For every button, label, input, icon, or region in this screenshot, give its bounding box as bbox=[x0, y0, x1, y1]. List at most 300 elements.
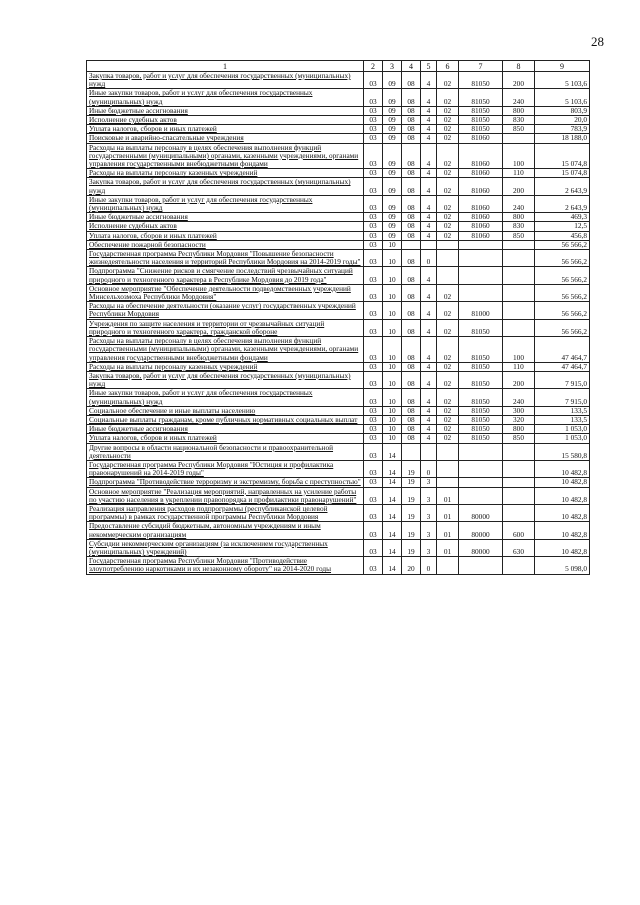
row-name-cell: Предоставление субсидий бюджетным, автономным учреждениям и иным некоммерческим организациям bbox=[87, 522, 364, 539]
expense-type-code-cell: 240 bbox=[503, 195, 535, 212]
subprogram-code-cell: 3 bbox=[421, 522, 437, 539]
program-code-cell: 08 bbox=[402, 125, 421, 134]
subprogram-code-cell bbox=[421, 443, 437, 460]
row-name-cell: Закупка товаров, работ и услуг для обеспечения государственных (муниципальных) нужд bbox=[87, 178, 364, 195]
subsection-code-cell: 09 bbox=[383, 178, 402, 195]
direction-code-cell bbox=[459, 267, 503, 284]
amount-cell: 469,3 bbox=[535, 213, 590, 222]
amount-cell: 15 074,8 bbox=[535, 169, 590, 178]
subsection-code-cell: 14 bbox=[383, 522, 402, 539]
column-header-4: 4 bbox=[402, 61, 421, 72]
subsection-code-cell: 09 bbox=[383, 222, 402, 231]
expense-type-code-cell: 800 bbox=[503, 106, 535, 115]
subsection-code-cell: 14 bbox=[383, 487, 402, 504]
direction-code-cell bbox=[459, 478, 503, 487]
row-name-cell: Расходы на выплаты персоналу казенных учреждений bbox=[87, 169, 364, 178]
section-code-cell: 03 bbox=[364, 415, 383, 424]
section-code-cell: 03 bbox=[364, 222, 383, 231]
direction-code-cell bbox=[459, 557, 503, 574]
program-code-cell: 08 bbox=[402, 195, 421, 212]
amount-cell: 56 566,2 bbox=[535, 319, 590, 336]
activity-code-cell: 02 bbox=[437, 143, 459, 169]
direction-code-cell: 81050 bbox=[459, 406, 503, 415]
section-code-cell: 03 bbox=[364, 443, 383, 460]
subsection-code-cell: 09 bbox=[383, 231, 402, 240]
activity-code-cell: 02 bbox=[437, 195, 459, 212]
amount-cell: 2 643,9 bbox=[535, 195, 590, 212]
table-row bbox=[87, 169, 590, 178]
program-code-cell: 08 bbox=[402, 337, 421, 363]
expense-type-code-cell: 240 bbox=[503, 389, 535, 406]
amount-cell: 133,5 bbox=[535, 406, 590, 415]
amount-cell: 456,8 bbox=[535, 231, 590, 240]
activity-code-cell bbox=[437, 460, 459, 477]
expense-type-code-cell: 630 bbox=[503, 539, 535, 556]
amount-cell: 5 098,0 bbox=[535, 557, 590, 574]
subsection-code-cell: 09 bbox=[383, 125, 402, 134]
table-header-row bbox=[87, 61, 590, 72]
amount-cell: 783,9 bbox=[535, 125, 590, 134]
expense-type-code-cell: 800 bbox=[503, 213, 535, 222]
activity-code-cell: 02 bbox=[437, 231, 459, 240]
table-body bbox=[87, 72, 590, 575]
program-code-cell: 08 bbox=[402, 425, 421, 434]
amount-cell: 133,5 bbox=[535, 415, 590, 424]
section-code-cell: 03 bbox=[364, 213, 383, 222]
direction-code-cell: 81050 bbox=[459, 434, 503, 443]
section-code-cell: 03 bbox=[364, 231, 383, 240]
direction-code-cell: 81050 bbox=[459, 89, 503, 106]
expense-type-code-cell bbox=[503, 460, 535, 477]
section-code-cell: 03 bbox=[364, 504, 383, 521]
direction-code-cell: 81050 bbox=[459, 415, 503, 424]
subprogram-code-cell: 4 bbox=[421, 319, 437, 336]
expense-type-code-cell: 600 bbox=[503, 522, 535, 539]
program-code-cell: 08 bbox=[402, 106, 421, 115]
activity-code-cell: 02 bbox=[437, 284, 459, 301]
subprogram-code-cell: 0 bbox=[421, 460, 437, 477]
row-name-cell: Иные закупки товаров, работ и услуг для обеспечения государственных (муниципальных) нужд bbox=[87, 89, 364, 106]
direction-code-cell bbox=[459, 284, 503, 301]
direction-code-cell: 81050 bbox=[459, 337, 503, 363]
direction-code-cell: 81060 bbox=[459, 169, 503, 178]
expense-type-code-cell: 200 bbox=[503, 371, 535, 388]
program-code-cell: 08 bbox=[402, 267, 421, 284]
table-row bbox=[87, 478, 590, 487]
expense-type-code-cell: 830 bbox=[503, 222, 535, 231]
section-code-cell: 03 bbox=[364, 178, 383, 195]
expense-type-code-cell: 830 bbox=[503, 116, 535, 125]
program-code-cell: 19 bbox=[402, 539, 421, 556]
table-row bbox=[87, 250, 590, 267]
subsection-code-cell: 10 bbox=[383, 371, 402, 388]
subprogram-code-cell: 4 bbox=[421, 89, 437, 106]
section-code-cell: 03 bbox=[364, 267, 383, 284]
subsection-code-cell: 09 bbox=[383, 89, 402, 106]
table-row bbox=[87, 89, 590, 106]
table-row bbox=[87, 72, 590, 89]
row-name-cell: Иные бюджетные ассигнования bbox=[87, 425, 364, 434]
subprogram-code-cell: 4 bbox=[421, 406, 437, 415]
subsection-code-cell: 10 bbox=[383, 362, 402, 371]
expense-type-code-cell bbox=[503, 284, 535, 301]
expense-type-code-cell bbox=[503, 240, 535, 249]
direction-code-cell: 81060 bbox=[459, 134, 503, 143]
subsection-code-cell: 14 bbox=[383, 478, 402, 487]
subsection-code-cell: 10 bbox=[383, 319, 402, 336]
activity-code-cell: 02 bbox=[437, 406, 459, 415]
amount-cell: 7 915,0 bbox=[535, 371, 590, 388]
expense-type-code-cell: 850 bbox=[503, 231, 535, 240]
program-code-cell: 08 bbox=[402, 362, 421, 371]
program-code-cell: 08 bbox=[402, 389, 421, 406]
section-code-cell: 03 bbox=[364, 487, 383, 504]
expense-type-code-cell: 850 bbox=[503, 434, 535, 443]
subsection-code-cell: 10 bbox=[383, 406, 402, 415]
activity-code-cell: 02 bbox=[437, 89, 459, 106]
direction-code-cell bbox=[459, 443, 503, 460]
subprogram-code-cell: 4 bbox=[421, 337, 437, 363]
row-name-cell: Учреждения по защите населения и территории от чрезвычайных ситуаций природного и техногенного характера, гражданской обороне bbox=[87, 319, 364, 336]
section-code-cell: 03 bbox=[364, 143, 383, 169]
section-code-cell: 03 bbox=[364, 362, 383, 371]
table-row bbox=[87, 425, 590, 434]
activity-code-cell bbox=[437, 443, 459, 460]
row-name-cell: Закупка товаров, работ и услуг для обеспечения государственных (муниципальных) нужд bbox=[87, 72, 364, 89]
subsection-code-cell: 09 bbox=[383, 143, 402, 169]
direction-code-cell: 80000 bbox=[459, 504, 503, 521]
table-row bbox=[87, 504, 590, 521]
table-row bbox=[87, 116, 590, 125]
subprogram-code-cell: 4 bbox=[421, 371, 437, 388]
section-code-cell: 03 bbox=[364, 169, 383, 178]
activity-code-cell: 02 bbox=[437, 125, 459, 134]
activity-code-cell bbox=[437, 240, 459, 249]
subsection-code-cell: 14 bbox=[383, 557, 402, 574]
program-code-cell: 08 bbox=[402, 134, 421, 143]
direction-code-cell bbox=[459, 487, 503, 504]
subsection-code-cell: 14 bbox=[383, 443, 402, 460]
amount-cell: 10 482,8 bbox=[535, 504, 590, 521]
section-code-cell: 03 bbox=[364, 72, 383, 89]
page-number: 28 bbox=[591, 34, 604, 49]
direction-code-cell: 81060 bbox=[459, 222, 503, 231]
section-code-cell: 03 bbox=[364, 460, 383, 477]
direction-code-cell: 81050 bbox=[459, 362, 503, 371]
section-code-cell: 03 bbox=[364, 478, 383, 487]
activity-code-cell: 02 bbox=[437, 302, 459, 319]
table-row bbox=[87, 443, 590, 460]
expense-type-code-cell bbox=[503, 478, 535, 487]
amount-cell: 56 566,2 bbox=[535, 267, 590, 284]
subprogram-code-cell: 4 bbox=[421, 195, 437, 212]
activity-code-cell: 02 bbox=[437, 116, 459, 125]
activity-code-cell: 02 bbox=[437, 362, 459, 371]
subsection-code-cell: 10 bbox=[383, 389, 402, 406]
program-code-cell: 08 bbox=[402, 116, 421, 125]
direction-code-cell: 81060 bbox=[459, 178, 503, 195]
program-code-cell: 08 bbox=[402, 434, 421, 443]
table-row bbox=[87, 460, 590, 477]
program-code-cell: 08 bbox=[402, 231, 421, 240]
amount-cell: 56 566,2 bbox=[535, 240, 590, 249]
table-row bbox=[87, 337, 590, 363]
subsection-code-cell: 09 bbox=[383, 72, 402, 89]
row-name-cell: Основное мероприятие "Реализация мероприятий, направленных на усиление работы по участию населения в укреплении правопорядка и профилактики правонарушений" bbox=[87, 487, 364, 504]
subprogram-code-cell: 4 bbox=[421, 425, 437, 434]
section-code-cell: 03 bbox=[364, 250, 383, 267]
row-name-cell: Закупка товаров, работ и услуг для обеспечения государственных (муниципальных) нужд bbox=[87, 371, 364, 388]
expense-type-code-cell: 100 bbox=[503, 143, 535, 169]
expense-type-code-cell bbox=[503, 504, 535, 521]
direction-code-cell: 80000 bbox=[459, 539, 503, 556]
table-row bbox=[87, 406, 590, 415]
direction-code-cell: 81060 bbox=[459, 213, 503, 222]
subsection-code-cell: 09 bbox=[383, 169, 402, 178]
row-name-cell: Социальные выплаты гражданам, кроме публичных нормативных социальных выплат bbox=[87, 415, 364, 424]
section-code-cell: 03 bbox=[364, 89, 383, 106]
expense-type-code-cell: 110 bbox=[503, 362, 535, 371]
program-code-cell: 19 bbox=[402, 478, 421, 487]
activity-code-cell bbox=[437, 557, 459, 574]
row-name-cell: Исполнение судебных актов bbox=[87, 222, 364, 231]
program-code-cell: 19 bbox=[402, 460, 421, 477]
section-code-cell: 03 bbox=[364, 302, 383, 319]
subprogram-code-cell: 4 bbox=[421, 125, 437, 134]
column-header-6: 6 bbox=[437, 61, 459, 72]
amount-cell: 20,0 bbox=[535, 116, 590, 125]
amount-cell: 15 580,8 bbox=[535, 443, 590, 460]
direction-code-cell: 80000 bbox=[459, 522, 503, 539]
section-code-cell: 03 bbox=[364, 425, 383, 434]
subsection-code-cell: 10 bbox=[383, 302, 402, 319]
section-code-cell: 03 bbox=[364, 337, 383, 363]
section-code-cell: 03 bbox=[364, 522, 383, 539]
program-code-cell: 20 bbox=[402, 557, 421, 574]
expense-type-code-cell: 200 bbox=[503, 72, 535, 89]
table-row bbox=[87, 267, 590, 284]
amount-cell: 10 482,8 bbox=[535, 460, 590, 477]
section-code-cell: 03 bbox=[364, 539, 383, 556]
amount-cell: 2 643,9 bbox=[535, 178, 590, 195]
expense-type-code-cell: 300 bbox=[503, 406, 535, 415]
column-header-9: 9 bbox=[535, 61, 590, 72]
subprogram-code-cell: 4 bbox=[421, 213, 437, 222]
direction-code-cell: 81050 bbox=[459, 319, 503, 336]
table-row bbox=[87, 522, 590, 539]
amount-cell: 10 482,8 bbox=[535, 487, 590, 504]
subprogram-code-cell: 4 bbox=[421, 434, 437, 443]
program-code-cell: 08 bbox=[402, 250, 421, 267]
program-code-cell: 19 bbox=[402, 522, 421, 539]
column-header-7: 7 bbox=[459, 61, 503, 72]
section-code-cell: 03 bbox=[364, 389, 383, 406]
expense-type-code-cell bbox=[503, 443, 535, 460]
amount-cell: 47 464,7 bbox=[535, 362, 590, 371]
table-row bbox=[87, 389, 590, 406]
program-code-cell: 19 bbox=[402, 504, 421, 521]
column-header-2: 2 bbox=[364, 61, 383, 72]
subsection-code-cell: 09 bbox=[383, 106, 402, 115]
activity-code-cell bbox=[437, 478, 459, 487]
row-name-cell: Уплата налогов, сборов и иных платежей bbox=[87, 434, 364, 443]
section-code-cell: 03 bbox=[364, 406, 383, 415]
row-name-cell: Другие вопросы в области национальной безопасности и правоохранительной деятельности bbox=[87, 443, 364, 460]
expense-type-code-cell: 800 bbox=[503, 425, 535, 434]
subsection-code-cell: 10 bbox=[383, 434, 402, 443]
table-row bbox=[87, 240, 590, 249]
expense-type-code-cell: 110 bbox=[503, 169, 535, 178]
subsection-code-cell: 10 bbox=[383, 415, 402, 424]
column-header-5: 5 bbox=[421, 61, 437, 72]
activity-code-cell: 02 bbox=[437, 106, 459, 115]
section-code-cell: 03 bbox=[364, 557, 383, 574]
subprogram-code-cell: 4 bbox=[421, 415, 437, 424]
section-code-cell: 03 bbox=[364, 116, 383, 125]
row-name-cell: Уплата налогов, сборов и иных платежей bbox=[87, 125, 364, 134]
subsection-code-cell: 09 bbox=[383, 134, 402, 143]
program-code-cell: 19 bbox=[402, 487, 421, 504]
subprogram-code-cell: 4 bbox=[421, 389, 437, 406]
table-row bbox=[87, 487, 590, 504]
amount-cell: 18 188,0 bbox=[535, 134, 590, 143]
direction-code-cell: 81000 bbox=[459, 302, 503, 319]
table-row bbox=[87, 134, 590, 143]
subsection-code-cell: 09 bbox=[383, 195, 402, 212]
subsection-code-cell: 09 bbox=[383, 213, 402, 222]
section-code-cell: 03 bbox=[364, 240, 383, 249]
subsection-code-cell: 14 bbox=[383, 460, 402, 477]
row-name-cell: Основное мероприятие "Обеспечение деятельности подведомственных учреждений Минсельхозмоха Республики Мордовия" bbox=[87, 284, 364, 301]
row-name-cell: Иные бюджетные ассигнования bbox=[87, 106, 364, 115]
table-row bbox=[87, 195, 590, 212]
amount-cell: 10 482,8 bbox=[535, 539, 590, 556]
direction-code-cell: 81050 bbox=[459, 106, 503, 115]
subsection-code-cell: 10 bbox=[383, 250, 402, 267]
row-name-cell: Государственная программа Республики Мордовия "Юстиция и профилактика правонарушений на 2014-2019 годы" bbox=[87, 460, 364, 477]
subprogram-code-cell: 4 bbox=[421, 222, 437, 231]
amount-cell: 10 482,8 bbox=[535, 478, 590, 487]
row-name-cell: Социальное обеспечение и иные выплаты населению bbox=[87, 406, 364, 415]
expense-type-code-cell: 320 bbox=[503, 415, 535, 424]
expense-type-code-cell bbox=[503, 250, 535, 267]
activity-code-cell: 02 bbox=[437, 415, 459, 424]
direction-code-cell: 81050 bbox=[459, 125, 503, 134]
amount-cell: 5 103,6 bbox=[535, 89, 590, 106]
amount-cell: 7 915,0 bbox=[535, 389, 590, 406]
program-code-cell: 08 bbox=[402, 302, 421, 319]
activity-code-cell: 02 bbox=[437, 337, 459, 363]
activity-code-cell: 02 bbox=[437, 425, 459, 434]
subprogram-code-cell: 4 bbox=[421, 143, 437, 169]
row-name-cell: Расходы на выплаты персоналу в целях обеспечения выполнения функций государственными (муниципальными) органами, казенными учреждениями, органами управления государственными внебюджетными фондами bbox=[87, 143, 364, 169]
subprogram-code-cell: 4 bbox=[421, 231, 437, 240]
subprogram-code-cell: 0 bbox=[421, 557, 437, 574]
row-name-cell: Реализация направления расходов подпрограммы (республиканской целевой программы) в рамках государственной программы Республики Мордовия bbox=[87, 504, 364, 521]
section-code-cell: 03 bbox=[364, 434, 383, 443]
program-code-cell: 08 bbox=[402, 169, 421, 178]
subprogram-code-cell: 4 bbox=[421, 362, 437, 371]
amount-cell: 47 464,7 bbox=[535, 337, 590, 363]
activity-code-cell: 02 bbox=[437, 319, 459, 336]
subprogram-code-cell: 4 bbox=[421, 106, 437, 115]
amount-cell: 1 053,0 bbox=[535, 434, 590, 443]
activity-code-cell: 02 bbox=[437, 222, 459, 231]
subsection-code-cell: 10 bbox=[383, 240, 402, 249]
program-code-cell: 08 bbox=[402, 319, 421, 336]
row-name-cell: Уплата налогов, сборов и иных платежей bbox=[87, 231, 364, 240]
activity-code-cell: 02 bbox=[437, 389, 459, 406]
activity-code-cell: 02 bbox=[437, 213, 459, 222]
row-name-cell: Субсидии некоммерческим организациям (за исключением государственных (муниципальных) учреждений) bbox=[87, 539, 364, 556]
expense-type-code-cell bbox=[503, 302, 535, 319]
program-code-cell: 08 bbox=[402, 72, 421, 89]
section-code-cell: 03 bbox=[364, 371, 383, 388]
row-name-cell: Иные бюджетные ассигнования bbox=[87, 213, 364, 222]
amount-cell: 5 103,6 bbox=[535, 72, 590, 89]
program-code-cell bbox=[402, 443, 421, 460]
column-header-8: 8 bbox=[503, 61, 535, 72]
column-header-1: 1 bbox=[87, 61, 364, 72]
table-row bbox=[87, 222, 590, 231]
subsection-code-cell: 10 bbox=[383, 284, 402, 301]
subsection-code-cell: 09 bbox=[383, 116, 402, 125]
direction-code-cell: 81060 bbox=[459, 195, 503, 212]
subsection-code-cell: 10 bbox=[383, 337, 402, 363]
amount-cell: 56 566,2 bbox=[535, 250, 590, 267]
amount-cell: 12,5 bbox=[535, 222, 590, 231]
budget-table bbox=[86, 60, 590, 575]
program-code-cell: 08 bbox=[402, 406, 421, 415]
direction-code-cell: 81050 bbox=[459, 389, 503, 406]
subprogram-code-cell: 4 bbox=[421, 302, 437, 319]
table-row bbox=[87, 362, 590, 371]
direction-code-cell bbox=[459, 250, 503, 267]
subsection-code-cell: 14 bbox=[383, 539, 402, 556]
table-row bbox=[87, 415, 590, 424]
table-row bbox=[87, 143, 590, 169]
amount-cell: 56 566,2 bbox=[535, 284, 590, 301]
program-code-cell bbox=[402, 240, 421, 249]
table-row bbox=[87, 371, 590, 388]
table-row bbox=[87, 178, 590, 195]
activity-code-cell: 02 bbox=[437, 434, 459, 443]
direction-code-cell: 81050 bbox=[459, 72, 503, 89]
subprogram-code-cell: 3 bbox=[421, 504, 437, 521]
subprogram-code-cell: 3 bbox=[421, 539, 437, 556]
activity-code-cell: 02 bbox=[437, 371, 459, 388]
activity-code-cell: 01 bbox=[437, 504, 459, 521]
subprogram-code-cell: 3 bbox=[421, 478, 437, 487]
activity-code-cell: 01 bbox=[437, 522, 459, 539]
activity-code-cell bbox=[437, 267, 459, 284]
direction-code-cell: 81050 bbox=[459, 371, 503, 388]
subprogram-code-cell: 4 bbox=[421, 169, 437, 178]
expense-type-code-cell: 200 bbox=[503, 178, 535, 195]
expense-type-code-cell: 100 bbox=[503, 337, 535, 363]
row-name-cell: Поисковые и аварийно-спасательные учреждения bbox=[87, 134, 364, 143]
direction-code-cell: 81060 bbox=[459, 231, 503, 240]
subsection-code-cell: 10 bbox=[383, 267, 402, 284]
direction-code-cell: 81050 bbox=[459, 116, 503, 125]
activity-code-cell: 02 bbox=[437, 169, 459, 178]
program-code-cell: 08 bbox=[402, 89, 421, 106]
row-name-cell: Расходы на выплаты персоналу в целях обеспечения выполнения функций государственными (муниципальными) органами, казенными учреждениями, органами управления государственными внебюджетными фондами bbox=[87, 337, 364, 363]
direction-code-cell bbox=[459, 240, 503, 249]
subprogram-code-cell: 4 bbox=[421, 284, 437, 301]
program-code-cell: 08 bbox=[402, 213, 421, 222]
amount-cell: 56 566,2 bbox=[535, 302, 590, 319]
